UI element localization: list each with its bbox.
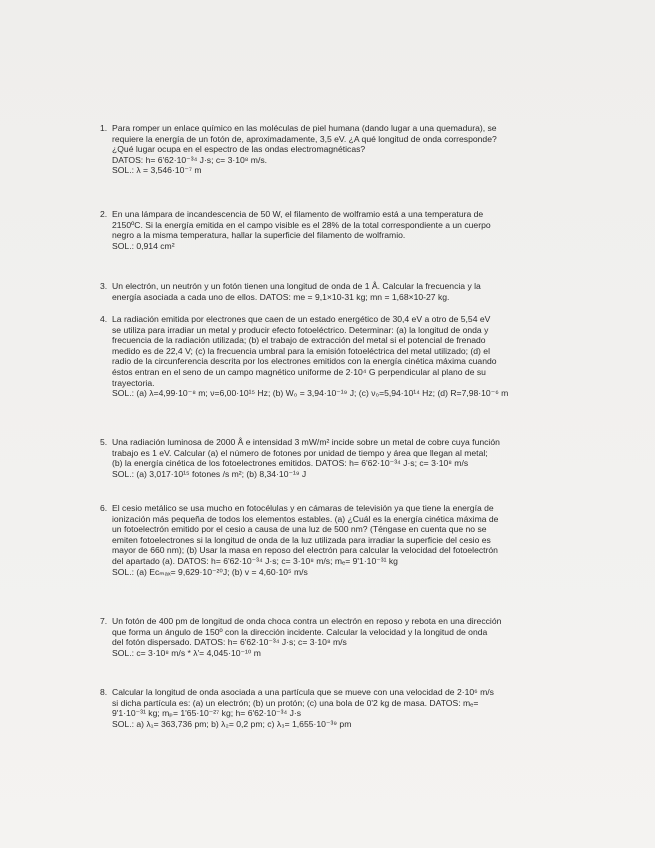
- problem-text-line: del apartado (a). DATOS: h= 6'62·10⁻³⁴ J·s; c= 3·10⁸ m/s; mₑ= 9'1·10⁻³¹ kg: [112, 555, 398, 566]
- problem-text-line: trayectoria.: [112, 377, 155, 388]
- problem-text-line: frecuencia de la radiación utilizada; (b) el trabajo de extracción del metal si el potencial de frenado: [112, 335, 486, 346]
- problem-item: [100, 123, 582, 176]
- problem-text-line: Para romper un enlace químico en las moléculas de piel humana (dando lugar a una quemadura), se: [112, 123, 497, 133]
- problem-text-line: si dicha partícula es: (a) un electrón; (b) un protón; (c) una bola de 0'2 kg de masa. DATOS: mₑ=: [112, 697, 479, 708]
- problem-number: 2.: [100, 209, 108, 219]
- problem-item: [100, 437, 582, 479]
- solution-line: SOL.: c= 3·10⁸ m/s * λ'= 4,045·10⁻¹⁰ m: [112, 647, 261, 658]
- problem-number: 1.: [100, 123, 108, 133]
- problem-number: 4.: [100, 314, 108, 324]
- problem-text-line: En una lámpara de incandescencia de 50 W, el filamento de wolframio está a una temperatura de: [112, 209, 484, 219]
- problem-text-line: ¿Qué lugar ocupa en el espectro de las ondas electromagnéticas?: [112, 144, 366, 155]
- problem-text-line: 9'1·10⁻³¹ kg; mₚ= 1'65·10⁻²⁷ kg; h= 6'62·10⁻³⁴ J·s: [112, 708, 302, 719]
- solution-line: SOL.: (a) λ=4,99·10⁻⁸ m; ν=6,00·10¹⁵ Hz; (b) W₀ = 3,94·10⁻¹⁹ J; (c) ν₀=5,94·10¹⁴ Hz; (d) R=7,98·10⁻⁶ m: [112, 388, 509, 399]
- problem-text-line: del fotón dispersado. DATOS: h= 6'62·10⁻³⁴ J·s; c= 3·10⁸ m/s: [112, 637, 347, 648]
- problem-text-line: Un fotón de 400 pm de longitud de onda choca contra un electrón en reposo y rebota en una dirección: [112, 616, 502, 626]
- problem-text-line: éstos entran en el seno de un campo magnético uniforme de 2·10⁴ G perpendicular al plano de su: [112, 366, 486, 377]
- problem-text-line: un fotoelectrón emitido por el cesio a causa de una luz de 500 nm? (Téngase en cuenta que no se: [112, 524, 487, 535]
- problem-item: [100, 503, 582, 577]
- solution-line: SOL.: λ = 3,546·10⁻⁷ m: [112, 165, 202, 176]
- problem-number: 7.: [100, 616, 108, 626]
- problem-text-line: ionización más pequeña de todos los elementos estables. (a) ¿Cuál es la energía cinética máxima de: [112, 513, 499, 524]
- problem-text-line: Un electrón, un neutrón y un fotón tienen una longitud de onda de 1 Å. Calcular la frecuencia y la: [112, 281, 481, 291]
- problem-text-line: mayor de 660 nm); (b) Usar la masa en reposo del electrón para calcular la velocidad del fotoelectrón: [112, 545, 498, 556]
- solution-line: SOL.: (a) 3,017·10¹⁵ fotones /s m²; (b) 8,34·10⁻¹⁹ J: [112, 468, 307, 479]
- problem-item: [100, 209, 582, 251]
- problem-number: 3.: [100, 281, 108, 291]
- problem-text-line: negro a la misma temperatura, hallar la superficie del filamento de wolframio.: [112, 230, 406, 241]
- problem-number: 5.: [100, 437, 108, 447]
- problem-number: 8.: [100, 687, 108, 697]
- problem-text-line: radio de la circunferencia descrita por los electrones emitidos con la energía cinética máxima cuando: [112, 356, 497, 367]
- solution-line: SOL.: (a) Ecₘₐₓ= 9,629·10⁻²⁰J; (b) v = 4,60·10⁵ m/s: [112, 566, 308, 577]
- problem-item: [100, 616, 582, 658]
- solution-line: SOL.: 0,914 cm²: [112, 240, 175, 251]
- problem-text-line: requiere la energía de un fotón de, aproximadamente, 3,5 eV. ¿A qué longitud de onda corresponde?: [112, 133, 497, 144]
- problem-text-line: La radiación emitida por electrones que caen de un estado energético de 30,4 eV a otro de 5,54 eV: [112, 314, 491, 324]
- problem-text-line: 2150ºC. Si la energía emitida en el campo visible es el 28% de la total correspondiente a un cuerpo: [112, 219, 491, 230]
- problem-text-line: Calcular la longitud de onda asociada a una partícula que se mueve con una velocidad de 2·10⁶ m/s: [112, 687, 494, 697]
- problem-item: [100, 687, 582, 729]
- problem-text-line: El cesio metálico se usa mucho en fotocélulas y en cámaras de televisión ya que tiene la energía de: [112, 503, 494, 513]
- solution-line: SOL.: a) λ₁= 363,736 pm; b) λ₂= 0,2 pm; c) λ₃= 1,655·10⁻³⁹ pm: [112, 718, 352, 729]
- problem-text-line: medido es de 22,4 V; (c) la frecuencia umbral para la emisión fotoeléctrica del metal utilizado; (d) el: [112, 345, 490, 356]
- problem-text-line: DATOS: h= 6'62·10⁻³⁴ J·s; c= 3·10⁸ m/s.: [112, 154, 268, 165]
- problem-text-line: se utiliza para irradiar un metal y producir efecto fotoeléctrico. Determinar: (a) la longitud de onda y: [112, 324, 489, 335]
- problem-item: [100, 281, 582, 302]
- problem-text-line: emiten fotoelectrones si la longitud de onda de la luz utilizada para irradiar la superficie del cesio es: [112, 534, 491, 545]
- problem-number: 6.: [100, 503, 108, 513]
- problem-text-line: (b) la energía cinética de los fotoelectrones emitidos. DATOS: h= 6'62·10⁻³⁴ J·s; c= 3·10⁸ m/s: [112, 458, 469, 469]
- problem-text-line: energía asociada a cada uno de ellos. DATOS: me = 9,1×10-31 kg; mn = 1,68×10-27 kg.: [112, 291, 450, 302]
- problem-text-line: Una radiación luminosa de 2000 Å e intensidad 3 mW/m² incide sobre un metal de cobre cuya función: [112, 437, 500, 447]
- problem-item: [100, 314, 582, 399]
- problem-text-line: trabajo es 1 eV. Calcular (a) el número de fotones por unidad de tiempo y área que llegan al metal;: [112, 447, 488, 458]
- problem-text-line: que forma un ángulo de 150º con la dirección incidente. Calcular la velocidad y la longitud de onda: [112, 626, 488, 637]
